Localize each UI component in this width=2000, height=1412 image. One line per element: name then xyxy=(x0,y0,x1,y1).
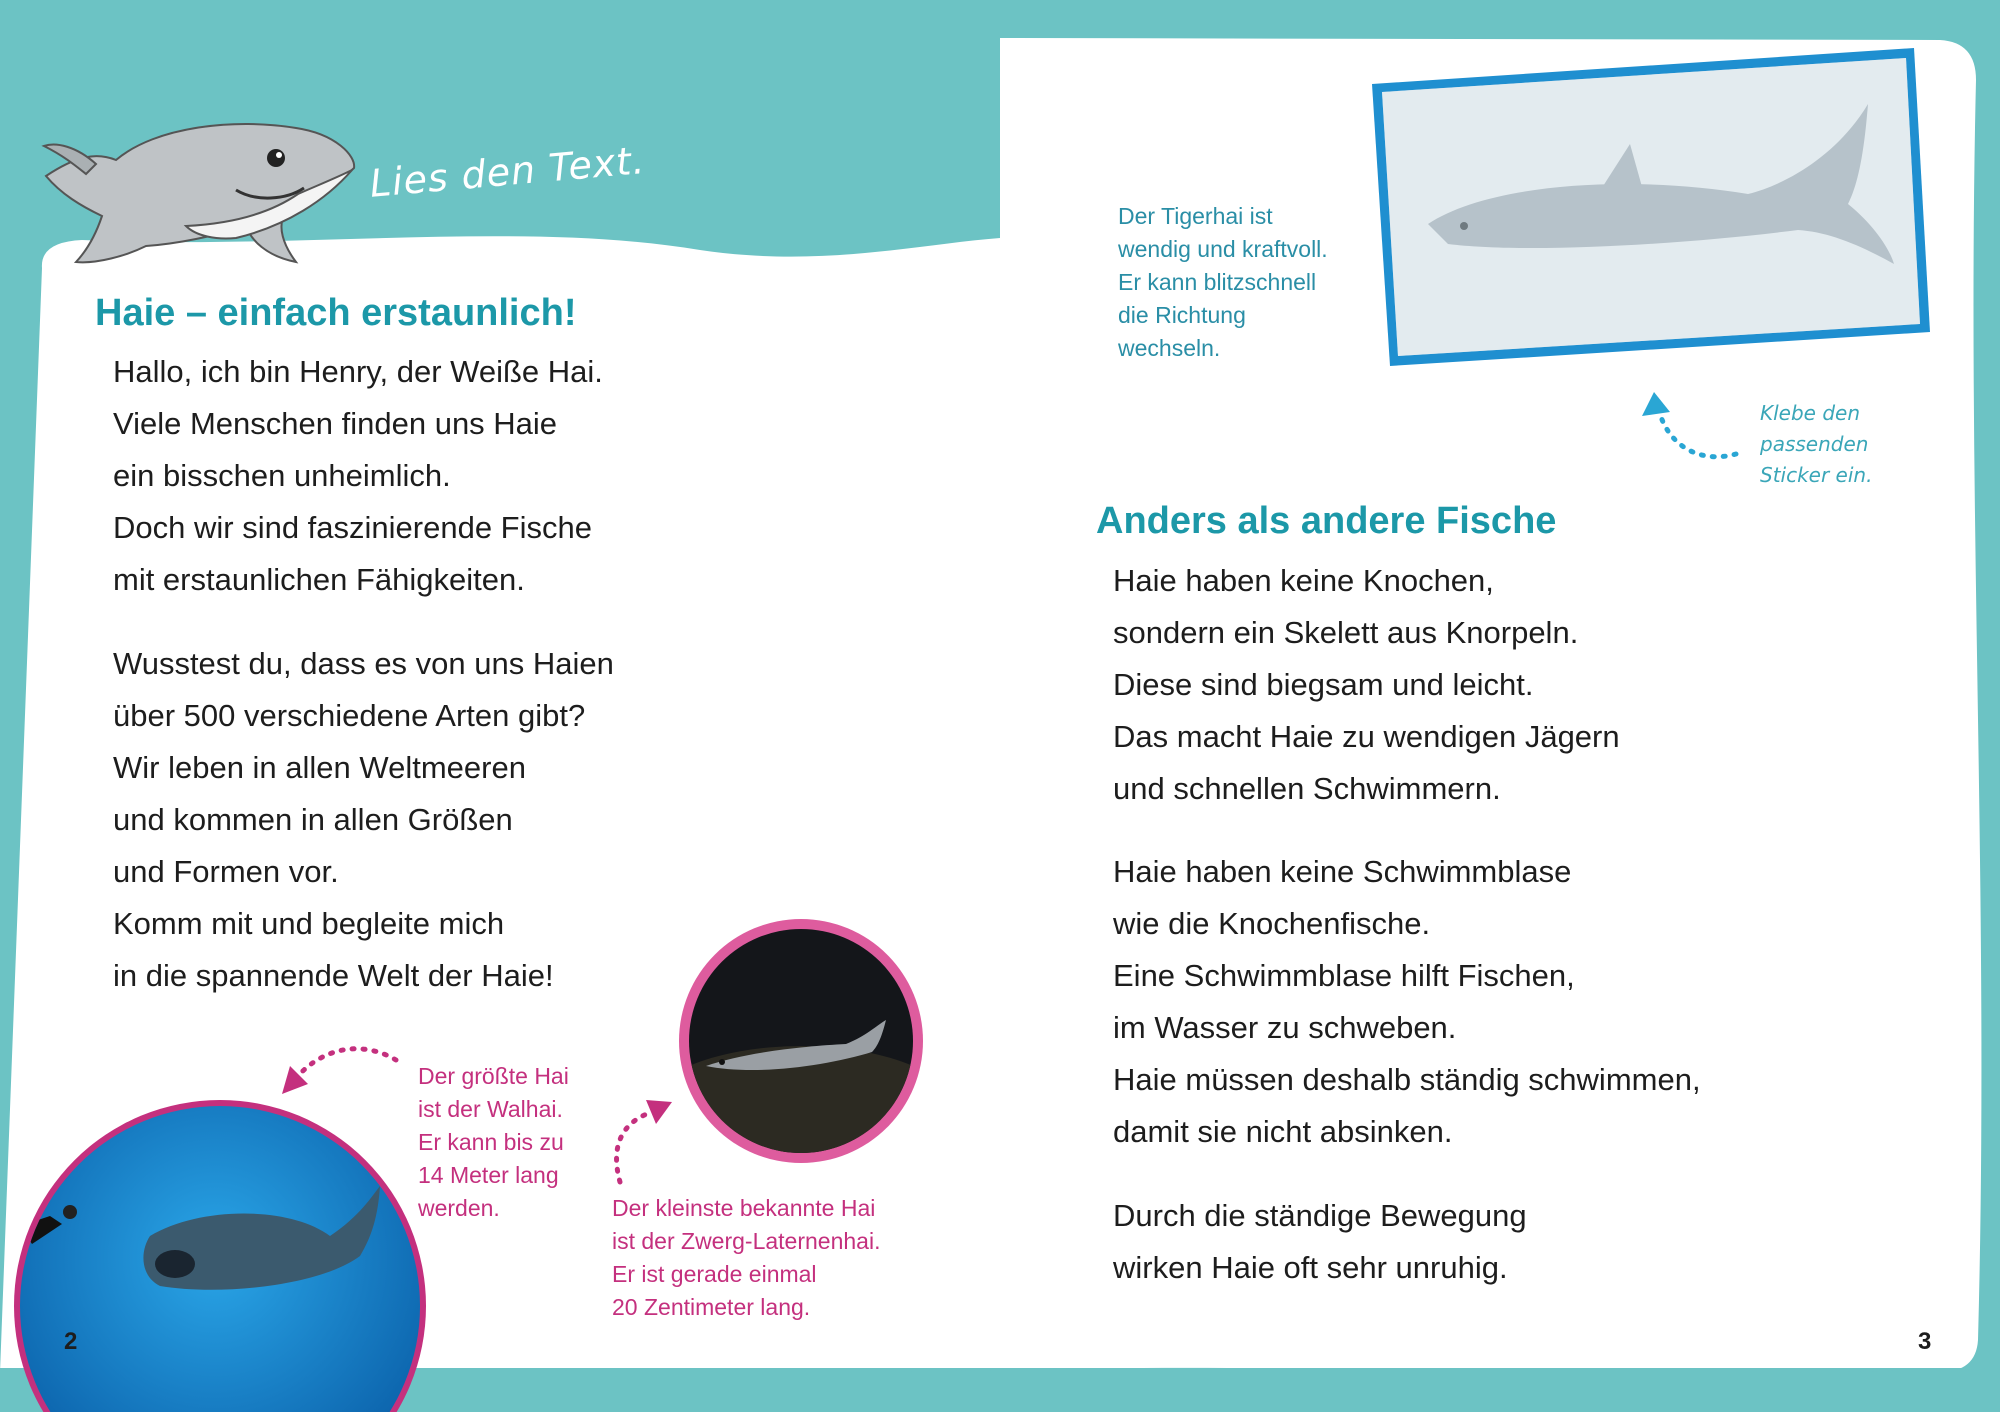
tiger-shark-sticker-frame[interactable] xyxy=(1368,44,1934,376)
note-line: Sticker ein. xyxy=(1760,463,1873,487)
page-number-left: 2 xyxy=(64,1328,78,1355)
text-line: Haie haben keine Knochen, xyxy=(1113,563,1494,598)
caption-line: die Richtung xyxy=(1118,302,1246,328)
caption-line: Er kann blitzschnell xyxy=(1118,269,1317,295)
text-line: und kommen in allen Größen xyxy=(113,802,513,837)
text-line: Komm mit und begleite mich xyxy=(113,906,505,941)
whale-shark-caption xyxy=(418,1060,569,1225)
whale-shark-photo xyxy=(0,1086,430,1412)
right-paragraph-3 xyxy=(1113,1190,1527,1294)
text-line: im Wasser zu schweben. xyxy=(1113,1010,1457,1045)
caption-line: ist der Zwerg-Laternenhai. xyxy=(612,1228,881,1254)
text-line: Durch die ständige Bewegung xyxy=(1113,1198,1527,1233)
lantern-shark-photo xyxy=(676,916,926,1166)
text-line: mit erstaunlichen Fähigkeiten. xyxy=(113,562,525,597)
henry-shark-illustration xyxy=(36,116,366,266)
text-line: Haie müssen deshalb ständig schwimmen, xyxy=(1113,1062,1701,1097)
sticker-instruction xyxy=(1760,398,1872,491)
caption-line: Er kann bis zu xyxy=(418,1129,564,1155)
text-line: Wir leben in allen Weltmeeren xyxy=(113,750,526,785)
instruction-text: Lies den Text. xyxy=(368,137,647,206)
text-line: Das macht Haie zu wendigen Jägern xyxy=(1113,719,1620,754)
page-number-right: 3 xyxy=(1918,1328,1932,1355)
caption-line: ist der Walhai. xyxy=(418,1096,563,1122)
left-paragraph-1 xyxy=(113,346,603,606)
caption-line: werden. xyxy=(418,1195,500,1221)
tiger-shark-caption xyxy=(1118,200,1328,365)
caption-line: Der größte Hai xyxy=(418,1063,569,1089)
text-line: sondern ein Skelett aus Knorpeln. xyxy=(1113,615,1579,650)
text-line: in die spannende Welt der Haie! xyxy=(113,958,554,993)
left-paragraph-2 xyxy=(113,638,614,1002)
text-line: Wusstest du, dass es von uns Haien xyxy=(113,646,614,681)
text-line: Eine Schwimmblase hilft Fischen, xyxy=(1113,958,1575,993)
arrow-to-sticker-icon xyxy=(1640,390,1740,466)
text-line: Viele Menschen finden uns Haie xyxy=(113,406,558,441)
arrow-to-whale-icon xyxy=(276,1040,406,1100)
right-paragraph-1 xyxy=(1113,555,1620,815)
caption-line: Der kleinste bekannte Hai xyxy=(612,1195,876,1221)
caption-line: 14 Meter lang xyxy=(418,1162,559,1188)
text-line: und Formen vor. xyxy=(113,854,339,889)
lantern-shark-caption xyxy=(612,1192,880,1324)
text-line: über 500 verschiedene Arten gibt? xyxy=(113,698,586,733)
text-line: Hallo, ich bin Henry, der Weiße Hai. xyxy=(113,354,603,389)
caption-line: Er ist gerade einmal xyxy=(612,1261,817,1287)
text-line: Diese sind biegsam und leicht. xyxy=(1113,667,1534,702)
right-page-title: Anders als andere Fische xyxy=(1096,500,1557,542)
note-line: Klebe den xyxy=(1760,401,1861,425)
text-line: Doch wir sind faszinierende Fische xyxy=(113,510,592,545)
note-line: passenden xyxy=(1760,432,1869,456)
right-paragraph-2 xyxy=(1113,846,1701,1158)
text-line: ein bisschen unheimlich. xyxy=(113,458,451,493)
caption-line: 20 Zentimeter lang. xyxy=(612,1294,811,1320)
text-line: wirken Haie oft sehr unruhig. xyxy=(1113,1250,1508,1285)
text-line: Haie haben keine Schwimmblase xyxy=(1113,854,1572,889)
text-line: und schnellen Schwimmern. xyxy=(1113,771,1501,806)
caption-line: wechseln. xyxy=(1118,335,1221,361)
arrow-to-lantern-icon xyxy=(608,1086,678,1186)
text-line: damit sie nicht absinken. xyxy=(1113,1114,1453,1149)
caption-line: wendig und kraftvoll. xyxy=(1118,236,1328,262)
left-page-title: Haie – einfach erstaunlich! xyxy=(95,292,577,334)
caption-line: Der Tigerhai ist xyxy=(1118,203,1273,229)
text-line: wie die Knochenfische. xyxy=(1113,906,1431,941)
